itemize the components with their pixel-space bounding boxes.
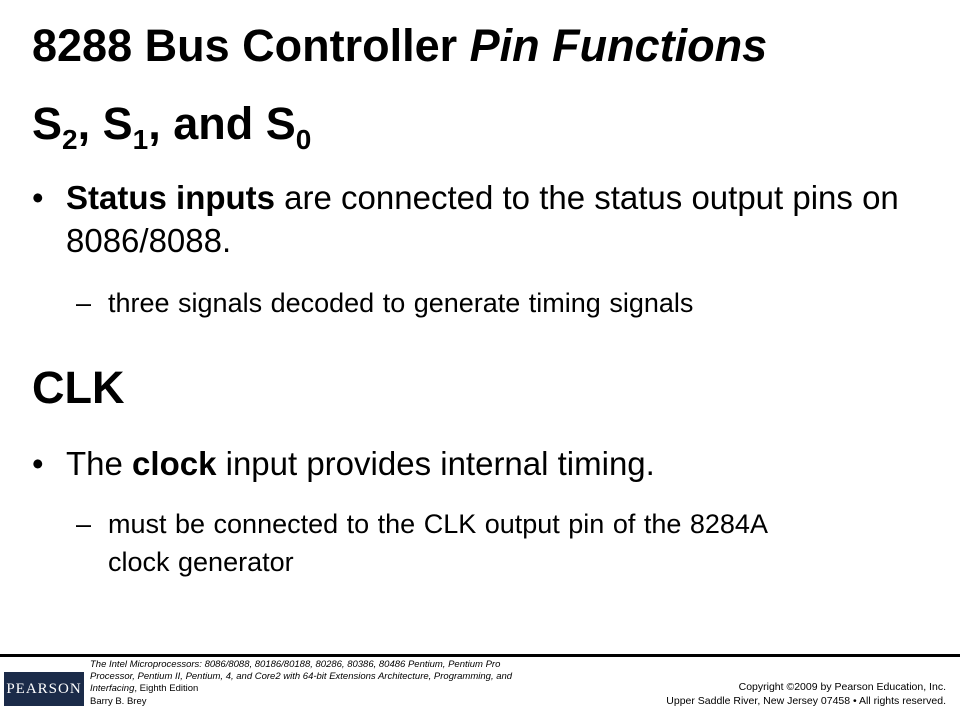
subscript-1: 1 xyxy=(132,124,149,155)
copyright-notice xyxy=(546,680,946,708)
bold-term: clock xyxy=(132,445,217,482)
sub-bullet-clk-connection xyxy=(76,505,916,581)
book-author: Barry B. Brey xyxy=(90,695,147,707)
book-title: The Intel Microprocessors: 8086/8088, 80186/80188, 80286, 80386, 80486 Pentium, Pentium Pro Processor, Pentium II, Pentium, 4, and Core2 with 64-bit Extensions Architecture, Programming, and Interfacing xyxy=(90,659,513,695)
sub-bullet-text: must be connected to the CLK output pin of the 8284A clock generator xyxy=(108,509,767,577)
sub-bullet-timing-signals xyxy=(76,284,916,322)
subscript-0: 0 xyxy=(295,124,312,155)
sub-bullet-text: three signals decoded to generate timing signals xyxy=(108,288,694,318)
bullet-icon: • xyxy=(32,445,44,482)
title-chip: 8288 Bus Controller xyxy=(32,20,458,71)
heading-part: , and S xyxy=(148,98,296,149)
book-citation xyxy=(90,659,530,708)
bold-term: Status inputs xyxy=(66,179,276,216)
footer-divider xyxy=(0,654,960,657)
title-suffix: Pin Functions xyxy=(469,20,768,71)
bullet-pre: The xyxy=(66,445,133,482)
bullet-clock-input xyxy=(32,442,912,485)
status-pins-heading xyxy=(32,96,312,155)
dash-icon: – xyxy=(76,288,92,318)
bullet-text xyxy=(66,442,912,485)
subscript-2: 2 xyxy=(62,124,78,155)
dash-icon: – xyxy=(76,509,92,539)
bullet-rest: are connected to the status output pins on 8086/8088. xyxy=(66,179,899,259)
book-edition: , Eighth Edition xyxy=(134,683,199,695)
bullet-text xyxy=(66,176,912,262)
pearson-logo: PEARSON xyxy=(4,672,84,706)
bullet-status-inputs xyxy=(32,176,912,262)
heading-part: S xyxy=(32,98,63,149)
clk-heading: CLK xyxy=(32,362,125,413)
bullet-icon: • xyxy=(32,179,44,216)
heading-part: , S xyxy=(77,98,133,149)
address-line: Upper Saddle River, New Jersey 07458 • All rights reserved. xyxy=(666,695,946,707)
bullet-rest: input provides internal timing. xyxy=(216,445,655,482)
slide-title xyxy=(32,18,767,74)
copyright-line: Copyright ©2009 by Pearson Education, Inc. xyxy=(738,681,946,693)
